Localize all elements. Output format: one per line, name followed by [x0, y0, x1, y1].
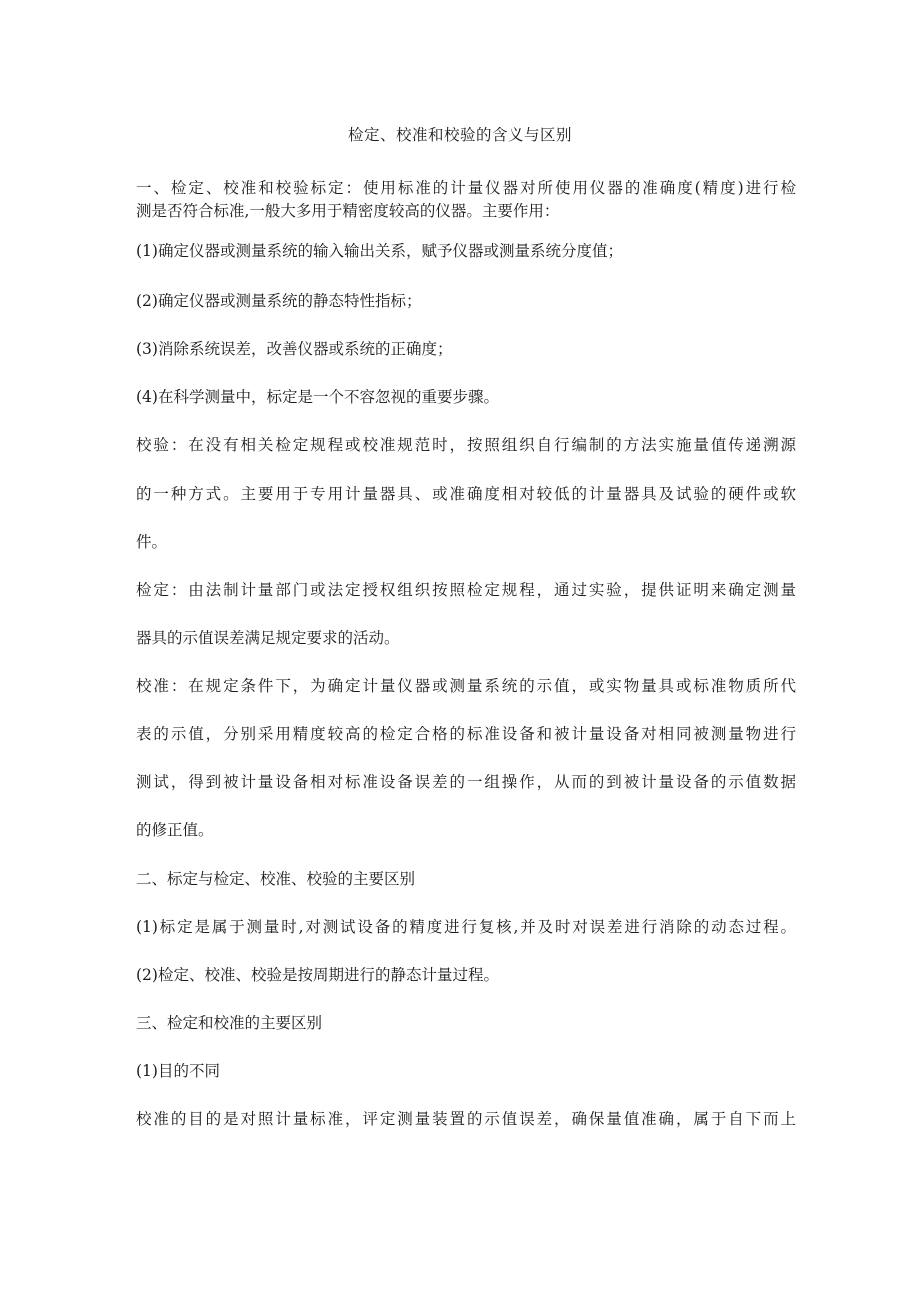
list-item: (1)目的不同: [136, 1062, 220, 1080]
list-item: (3)消除系统误差，改善仪器或系统的正确度；: [136, 340, 453, 358]
section-heading: 二、标定与检定、校准、校验的主要区别: [136, 870, 416, 888]
list-item: (4)在科学测量中，标定是一个不容忽视的重要步骤。: [136, 388, 499, 406]
list-item: (2)确定仪器或测量系统的静态特性指标；: [136, 292, 422, 310]
paragraph-line: 测是否符合标准,一般大多用于精密度较高的仪器。主要作用：: [136, 202, 560, 220]
list-item: (2)检定、校准、校验是按周期进行的静态计量过程。: [136, 966, 499, 984]
paragraph-line: 校准：在规定条件下，为确定计量仪器或测量系统的示值，或实物量具或标准物质所代: [136, 677, 796, 695]
paragraph-line: 一、检定、校准和校验标定：使用标准的计量仪器对所使用仪器的准确度(精度)进行检: [136, 179, 796, 197]
section-heading: 三、检定和校准的主要区别: [136, 1014, 323, 1032]
paragraph-line: 校验：在没有相关检定规程或校准规范时，按照组织自行编制的方法实施量值传递溯源: [136, 436, 796, 454]
list-item: (1)标定是属于测量时,对测试设备的精度进行复核,并及时对误差进行消除的动态过程。: [136, 918, 796, 936]
list-item: (1)确定仪器或测量系统的输入输出关系，赋予仪器或测量系统分度值；: [136, 242, 623, 260]
document-title: 检定、校准和校验的含义与区别: [347, 126, 572, 144]
paragraph-line: 的修正值。: [136, 821, 214, 839]
paragraph-line: 测试，得到被计量设备相对标准设备误差的一组操作，从而的到被计量设备的示值数据: [136, 773, 796, 791]
paragraph-line: 器具的示值误差满足规定要求的活动。: [136, 629, 400, 647]
paragraph-line: 的一种方式。主要用于专用计量器具、或准确度相对较低的计量器具及试验的硬件或软: [136, 485, 796, 503]
paragraph-line: 检定：由法制计量部门或法定授权组织按照检定规程，通过实验，提供证明来确定测量: [136, 581, 796, 599]
paragraph-line: 件。: [136, 533, 168, 551]
paragraph-line: 表的示值，分别采用精度较高的检定合格的标准设备和被计量设备对相同被测量物进行: [136, 725, 796, 743]
paragraph-line: 校准的目的是对照计量标准，评定测量装置的示值误差，确保量值准确，属于自下而上: [136, 1110, 796, 1128]
